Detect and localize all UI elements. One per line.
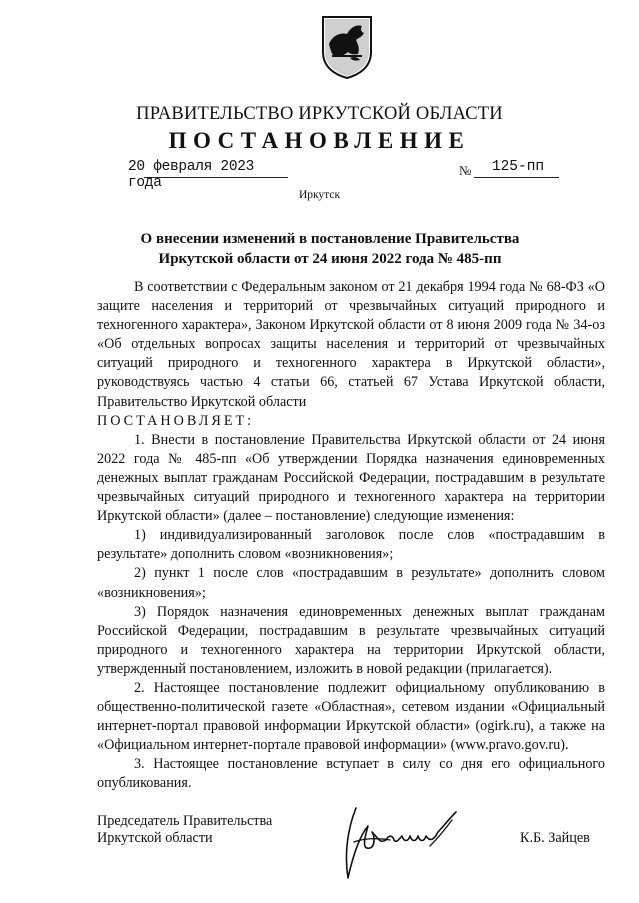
preamble-paragraph: В соответствии с Федеральным законом от 21 декабря 1994 года № 68-ФЗ «О защите населения и территорий от чрезвычайных ситуаций природного и техногенного характера», Законом Иркутской области от 8 июня 2009 года № 34-оз «Об отдельных вопросах защиты населения и территорий от чрезвычайных ситуаций природного и техногенного характера в Иркутской области», руководствуясь частью 4 статьи 66, статьей 67 Устава Иркутской области, Правительство Иркутской области — [97, 279, 605, 410]
signatory-position-line2: Иркутской области — [97, 830, 213, 846]
paragraph-item-3: 3. Настоящее постановление вступает в силу со дня его официального опубликования. — [97, 756, 605, 792]
city-name: Иркутск — [298, 189, 341, 201]
date-underline — [144, 177, 288, 178]
signatory-name: К.Б. Зайцев — [520, 830, 590, 846]
paragraph-item-1: 1. Внести в постановление Правительства Иркутской области от 24 июня 2022 года № 485-пп «Об утверждении Порядка назначения единовременных денежных выплат гражданам Российской Федерации, пострадавшим в результате чрезвычайных ситуаций природного и техногенного характера на территории Иркутской области» (далее – постановление) следующие изменения: — [97, 431, 605, 525]
document-date: 20 февраля 2023 года — [128, 159, 255, 191]
organization-name: ПРАВИТЕЛЬСТВО ИРКУТСКОЙ ОБЛАСТИ — [136, 104, 503, 124]
coat-of-arms-icon — [320, 14, 374, 80]
handwritten-signature — [334, 798, 474, 886]
paragraph-item-2: 2. Настоящее постановление подлежит официальному опубликованию в общественно-политической газете «Областная», сетевом издании «Официальный интернет-портал правовой информации Иркутской области» (ogirk.ru), а также на «Официальном интернет-портале правовой информации» (www.pravo.gov.ru). — [97, 679, 605, 754]
signatory-position-line1: Председатель Правительства — [97, 813, 273, 829]
document-body — [97, 278, 605, 794]
document-title: О внесении изменений в постановление Правительства Иркутской области от 24 июня 2022 года № 485-пп — [140, 231, 520, 267]
document-number: 125-пп — [491, 159, 545, 175]
signatory-position — [97, 813, 272, 847]
decree-word: ПОСТАНОВЛЯЕТ: — [97, 412, 255, 429]
paragraph-item-1-1: 1) индивидуализированный заголовок после слов «пострадавшим в результате» дополнить словом «возникновения»; — [97, 527, 605, 563]
number-sign: № — [459, 163, 472, 178]
number-underline — [474, 177, 559, 178]
document-type: ПОСТАНОВЛЕНИЕ — [168, 128, 471, 153]
paragraph-item-1-3: 3) Порядок назначения единовременных денежных выплат гражданам Российской Федерации, пострадавшим в результате чрезвычайных ситуаций природного и техногенного характера на территории Иркутской области, утвержденный постановлением, изложить в новой редакции (прилагается). — [97, 603, 605, 677]
paragraph-item-1-2: 2) пункт 1 после слов «пострадавшим в результате» дополнить словом «возникновения»; — [97, 565, 605, 601]
